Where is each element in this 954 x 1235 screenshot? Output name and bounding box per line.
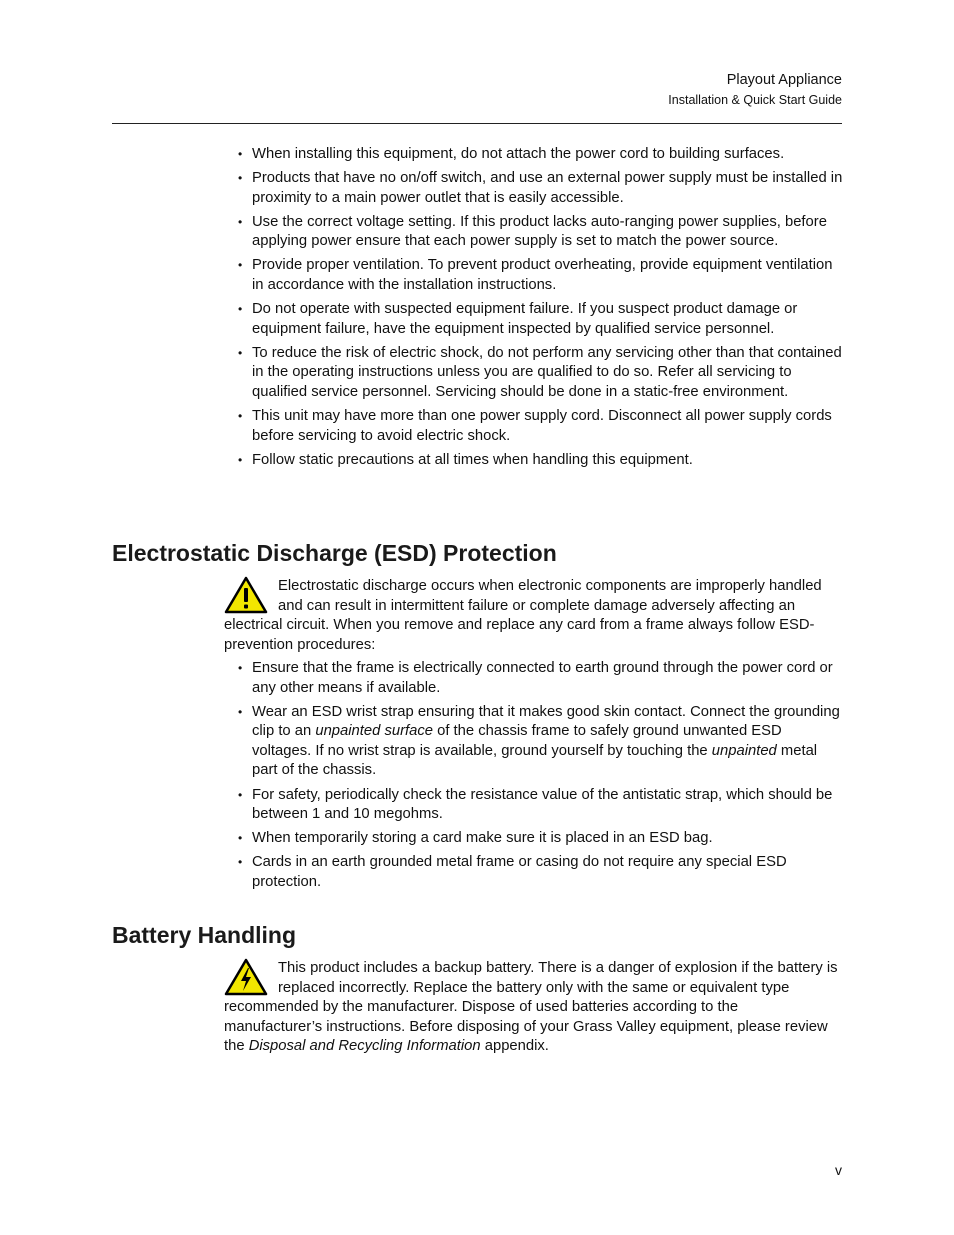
esd-procedures-list bbox=[238, 659, 844, 897]
list-item: • Do not operate with suspected equipment failure. If you suspect product damage or equipment failure, have the equipment inspected by qualified service personnel. bbox=[238, 300, 844, 339]
list-item: • When installing this equipment, do not attach the power cord to building surfaces. bbox=[238, 145, 844, 165]
esd-intro-text: Electrostatic discharge occurs when electronic components are improperly handled and can result in intermittent failure or complete damage adversely affecting an electrical circuit. When you remove and replace any card from a frame always follow ESD-prevention procedures: bbox=[224, 578, 822, 653]
esd-intro bbox=[224, 577, 840, 655]
document-subtitle: Installation & Quick Start Guide bbox=[668, 93, 842, 107]
battery-text: This product includes a backup battery. There is a danger of explosion if the battery is replaced incorrectly. Replace the battery only with the same or equivalent type recommended by the manufacturer. Dispose of used batteries according to the manufacturer’s instructions. Before disposing of your Grass Valley equipment, please review the Disposal and Recycling Information appendix. bbox=[224, 960, 838, 1055]
list-item: • This unit may have more than one power supply cord. Disconnect all power supply cords before servicing to avoid electric shock. bbox=[238, 407, 844, 446]
list-item: • To reduce the risk of electric shock, do not perform any servicing other than that contained in the operating instructions unless you are qualified to do so. Refer all servicing to qualified service personnel. Servicing should be done in a static-free environment. bbox=[238, 344, 844, 403]
list-item: • Cards in an earth grounded metal frame or casing do not require any special ESD protection. bbox=[238, 853, 844, 892]
list-item: • Follow static precautions at all times when handling this equipment. bbox=[238, 451, 844, 471]
electrical-hazard-icon bbox=[224, 958, 268, 996]
esd-heading: Electrostatic Discharge (ESD) Protection bbox=[112, 540, 557, 566]
list-item: • When temporarily storing a card make sure it is placed in an ESD bag. bbox=[238, 829, 844, 849]
document-title: Playout Appliance bbox=[726, 72, 842, 88]
list-item: • For safety, periodically check the resistance value of the antistatic strap, which should be between 1 and 10 megohms. bbox=[238, 786, 844, 825]
page-number: v bbox=[835, 1162, 842, 1178]
list-item: • Provide proper ventilation. To prevent product overheating, provide equipment ventilation in accordance with the installation instructions. bbox=[238, 256, 844, 295]
caution-triangle-icon bbox=[224, 576, 268, 614]
list-item: • Use the correct voltage setting. If this product lacks auto-ranging power supplies, before applying power ensure that each power supply is set to match the power source. bbox=[238, 213, 844, 252]
header-divider bbox=[112, 123, 842, 124]
list-item: • Ensure that the frame is electrically connected to earth ground through the power cord or any other means if available. bbox=[238, 659, 844, 698]
list-item: • Products that have no on/off switch, and use an external power supply must be installed in proximity to a main power outlet that is easily accessible. bbox=[238, 169, 844, 208]
list-item: • Wear an ESD wrist strap ensuring that it makes good skin contact. Connect the grounding clip to an unpainted surface of the chassis frame to safely ground unwanted ESD voltages. If no wrist strap is available, ground yourself by touching the unpainted metal part of the chassis. bbox=[238, 703, 844, 781]
page-header bbox=[668, 70, 842, 110]
battery-heading: Battery Handling bbox=[112, 922, 297, 948]
safety-precautions-list bbox=[238, 145, 844, 475]
